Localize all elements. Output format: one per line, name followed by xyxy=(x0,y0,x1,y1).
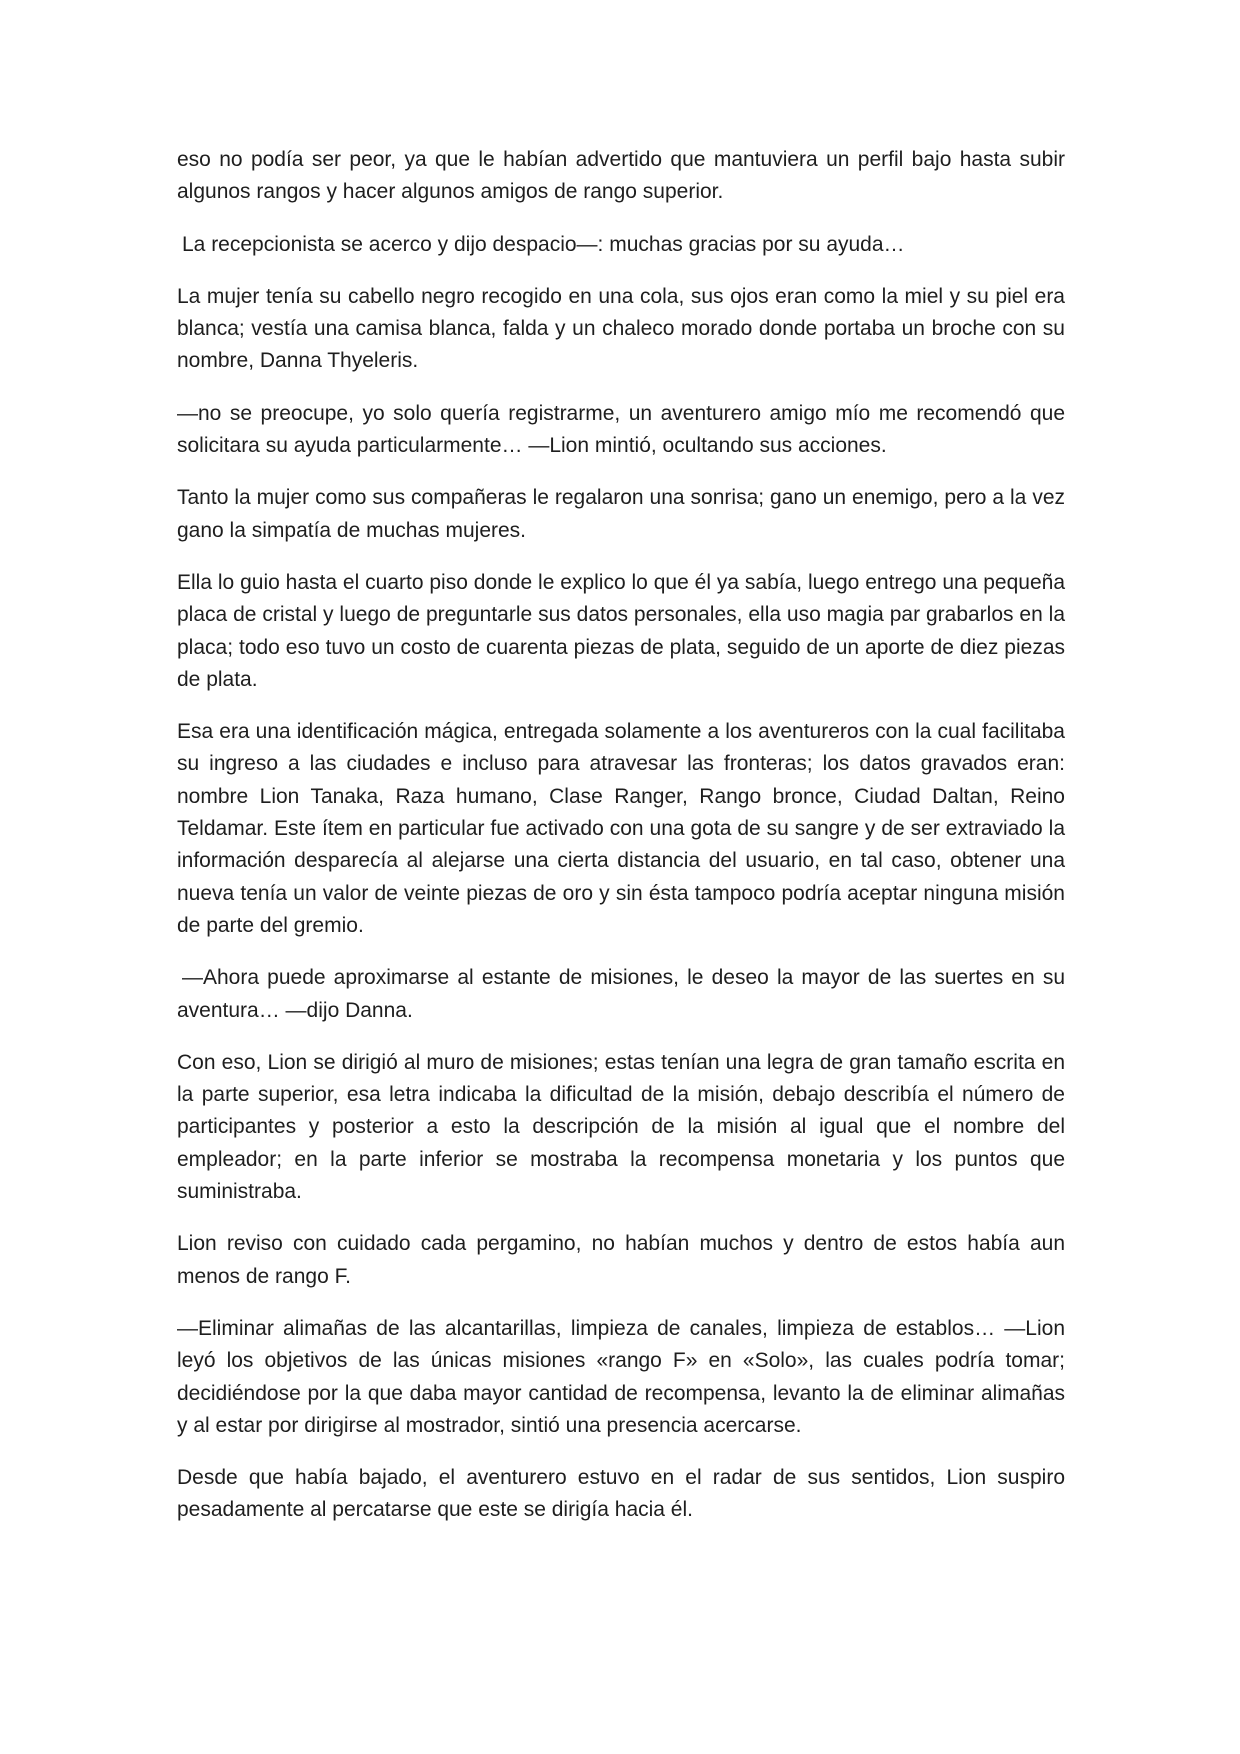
paragraph: La recepcionista se acerco y dijo despacio—: muchas gracias por su ayuda… xyxy=(182,232,905,256)
paragraph: Con eso, Lion se dirigió al muro de misiones; estas tenían una legra de gran tamaño escrita en la parte superior, esa letra indicaba la dificultad de la misión, debajo describía el número de participantes y posterior a esto la descripción de la misión al igual que el nombre del empleador; en la parte inferior se mostraba la recompensa monetaria y los puntos que suministraba. xyxy=(177,1050,1065,1204)
paragraph: La mujer tenía su cabello negro recogido en una cola, sus ojos eran como la miel y su piel era blanca; vestía una camisa blanca, falda y un chaleco morado donde portaba un broche con su nombre, Danna Thyeleris. xyxy=(177,284,1065,373)
paragraph: Tanto la mujer como sus compañeras le regalaron una sonrisa; gano un enemigo, pero a la vez gano la simpatía de muchas mujeres. xyxy=(177,486,1065,542)
paragraph: eso no podía ser peor, ya que le habían advertido que mantuviera un perfil bajo hasta subir algunos rangos y hacer algunos amigos de rango superior. xyxy=(177,148,1065,204)
paragraph: —no se preocupe, yo solo quería registrarme, un aventurero amigo mío me recomendó que solicitara su ayuda particularmente… —Lion mintió, ocultando sus acciones. xyxy=(177,401,1065,458)
document-page xyxy=(177,144,1065,1547)
paragraph: —Eliminar alimañas de las alcantarillas, limpieza de canales, limpieza de establos… —Lion leyó los objetivos de las únicas misiones «rango F» en «Solo», las cuales podría tomar; decidiéndose por la que daba mayor cantidad de recompensa, levanto la de eliminar alimañas y al estar por dirigirse al mostrador, sintió una presencia acercarse. xyxy=(177,1316,1065,1437)
paragraph: —Ahora puede aproximarse al estante de misiones, le deseo la mayor de las suertes en su aventura… —dijo Danna. xyxy=(177,966,1065,1022)
paragraph: Lion reviso con cuidado cada pergamino, no habían muchos y dentro de estos había aun menos de rango F. xyxy=(177,1232,1065,1288)
paragraph: Desde que había bajado, el aventurero estuvo en el radar de sus sentidos, Lion suspiro pesadamente al percatarse que este se dirigía hacia él. xyxy=(177,1466,1065,1522)
paragraph: Ella lo guio hasta el cuarto piso donde le explico lo que él ya sabía, luego entrego una pequeña placa de cristal y luego de preguntarle sus datos personales, ella uso magia par grabarlos en la placa; todo eso tuvo un costo de cuarenta piezas de plata, seguido de un aporte de diez piezas de plata. xyxy=(177,570,1065,691)
paragraph: Esa era una identificación mágica, entregada solamente a los aventureros con la cual facilitaba su ingreso a las ciudades e incluso para atravesar las fronteras; los datos gravados eran: nombre Lion Tanaka, Raza humano, Clase Ranger, Rango bronce, Ciudad Daltan, Reino Teldamar. Este ítem en particular fue activado con una gota de su sangre y de ser extraviado la información desparecía al alejarse una cierta distancia del usuario, en tal caso, obtener una nueva tenía un valor de veinte piezas de oro y sin ésta tampoco podría aceptar ninguna misión de parte del gremio. xyxy=(177,720,1065,937)
